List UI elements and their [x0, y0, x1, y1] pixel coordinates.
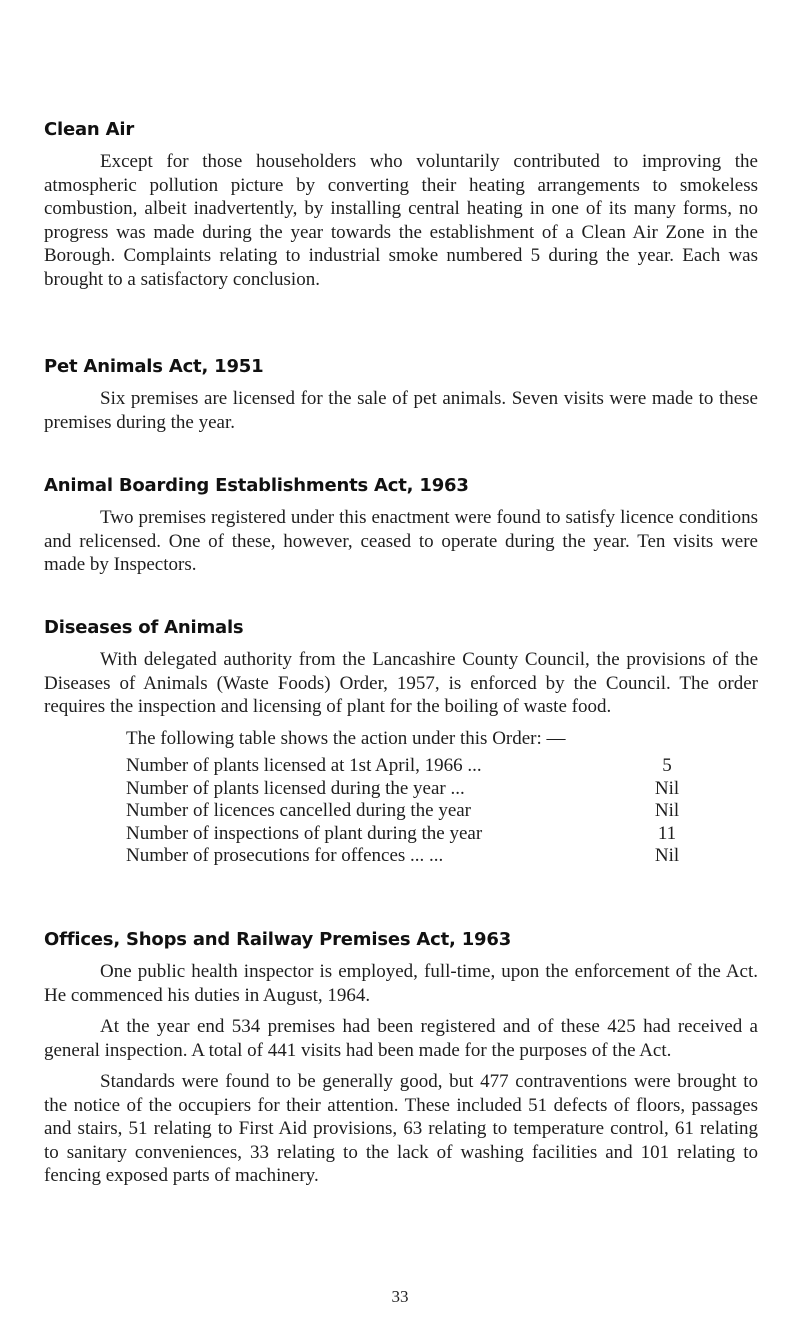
paragraph: Standards were found to be generally good, but 477 contraventions were brought to the notice of the occupiers for their attention. These included 51 defects of floors, passages and stairs, 51 relating to First Aid provisions, 63 relating to temperature control, 61 relating to sanitary conveniences, 33 relating to the lack of washing facilities and 101 relating to fencing exposed parts of machinery. [44, 1071, 758, 1186]
paragraph: At the year end 534 premises had been registered and of these 425 had received a general inspection. A total of 441 visits had been made for the purposes of the Act. [44, 1016, 758, 1061]
page-number: 33 [391, 1287, 409, 1306]
row-label: Number of plants licensed during the year ... [126, 777, 465, 799]
paragraph: Two premises registered under this enactment were found to satisfy licence conditions and relicensed. One of these, however, ceased to operate during the year. Ten visits were made by Inspectors. [44, 507, 758, 575]
table-row [126, 778, 688, 801]
row-value: 5 [662, 755, 672, 776]
paragraph: One public health inspector is employed, full-time, upon the enforcement of the Act. He commenced his duties in August, 1964. [44, 961, 758, 1006]
section-clean-air [44, 119, 758, 299]
row-value: 11 [657, 822, 677, 844]
row-value: Nil [654, 777, 680, 799]
section-heading: Diseases of Animals [44, 617, 244, 638]
section-heading: Animal Boarding Establishments Act, 1963 [44, 475, 469, 496]
section-heading: Offices, Shops and Railway Premises Act, 1963 [44, 929, 512, 950]
table-row [126, 755, 688, 778]
paragraph: Six premises are licensed for the sale of pet animals. Seven visits were made to these premises during the year. [44, 388, 758, 433]
section-animal-boarding [44, 475, 758, 585]
order-action-table [126, 755, 688, 868]
table-row [126, 823, 688, 846]
row-label: Number of prosecutions for offences ... ... [126, 845, 444, 866]
table-row [126, 800, 688, 823]
row-value: Nil [654, 845, 680, 866]
table-intro: The following table shows the action under this Order: — [126, 727, 566, 749]
section-diseases-of-animals [44, 617, 758, 868]
row-label: Number of licences cancelled during the year [126, 800, 472, 821]
section-heading: Pet Animals Act, 1951 [44, 356, 264, 377]
section-heading: Clean Air [44, 119, 134, 140]
row-value: Nil [654, 800, 680, 821]
paragraph: With delegated authority from the Lancashire County Council, the provisions of the Diseases of Animals (Waste Foods) Order, 1957, is enforced by the Council. The order requires the inspection and licensing of plant for the boiling of waste food. [44, 649, 758, 717]
row-label: Number of inspections of plant during the year [126, 822, 483, 844]
section-offices-shops [44, 929, 758, 1196]
row-label: Number of plants licensed at 1st April, 1966 ... [126, 755, 482, 776]
table-row [126, 845, 688, 868]
section-pet-animals [44, 356, 758, 442]
paragraph: Except for those householders who voluntarily contributed to improving the atmospheric pollution picture by converting their heating arrangements to smokeless combustion, albeit inadvertently, by installing central heating in one of its many forms, no progress was made during the year towards the establishment of a Clean Air Zone in the Borough. Complaints relating to industrial smoke numbered 5 during the year. Each was brought to a satisfactory conclusion. [44, 151, 758, 290]
